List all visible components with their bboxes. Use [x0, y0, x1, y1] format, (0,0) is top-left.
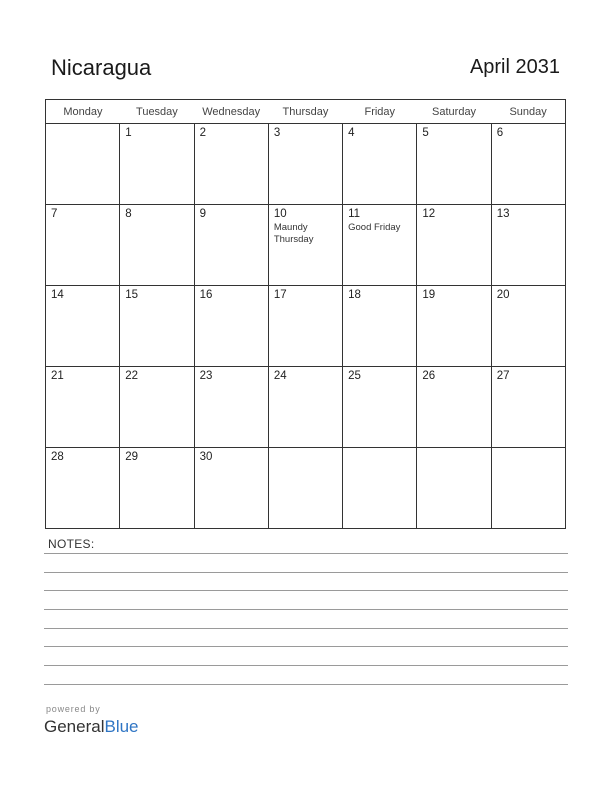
day-number: 8 [125, 208, 132, 220]
holiday-label: Maundy Thursday [273, 222, 314, 245]
calendar-day-cell [194, 124, 268, 205]
note-line [44, 590, 568, 591]
calendar-day-cell [268, 124, 342, 205]
calendar-day-cell [120, 367, 194, 448]
day-number: 27 [496, 370, 510, 382]
calendar-week-row [46, 448, 566, 529]
calendar-day-cell [194, 367, 268, 448]
calendar-day-cell [268, 367, 342, 448]
calendar-grid [45, 99, 566, 529]
calendar-day-cell [194, 448, 268, 529]
calendar-day-cell [46, 205, 120, 286]
holiday-label: Good Friday [348, 222, 401, 233]
day-number: 25 [348, 370, 361, 382]
brand-blue: Blue [104, 717, 139, 736]
day-number: 16 [199, 289, 213, 301]
calendar-week-row [46, 205, 566, 286]
calendar-week-row [46, 124, 566, 205]
calendar-day-cell [417, 367, 491, 448]
calendar-body [46, 124, 566, 529]
day-number: 2 [199, 127, 206, 139]
day-number: 30 [199, 451, 213, 463]
calendar-day-cell [417, 448, 491, 529]
day-number: 19 [422, 289, 436, 301]
calendar-day-cell [120, 286, 194, 367]
note-line [44, 665, 568, 666]
weekday-header: Friday [343, 100, 417, 124]
weekday-header: Thursday [268, 100, 342, 124]
powered-by-text: powered by [46, 704, 101, 714]
calendar-day-cell [343, 448, 417, 529]
day-number: 7 [51, 208, 58, 220]
calendar-day-cell [417, 124, 491, 205]
weekday-header: Sunday [491, 100, 565, 124]
calendar-week-row [46, 367, 566, 448]
calendar-day-cell [268, 205, 342, 286]
calendar-day-cell [120, 124, 194, 205]
note-line [44, 553, 568, 554]
day-number: 3 [273, 127, 281, 139]
weekday-header: Wednesday [194, 100, 268, 124]
country-title: Nicaragua [51, 55, 152, 80]
notes-label: NOTES: [48, 537, 95, 551]
calendar-day-cell [120, 205, 194, 286]
day-number: 10 [273, 208, 287, 220]
day-number: 6 [496, 127, 504, 139]
month-title: April 2031 [469, 56, 560, 78]
calendar-day-cell [46, 367, 120, 448]
brand-logo[interactable] [44, 717, 139, 737]
calendar-day-cell [268, 448, 342, 529]
day-number: 13 [496, 208, 510, 220]
note-line [44, 628, 568, 629]
day-number: 29 [125, 451, 139, 463]
day-number: 20 [496, 289, 510, 301]
day-number: 15 [125, 289, 139, 301]
calendar-week-row [46, 286, 566, 367]
calendar-day-cell [491, 124, 565, 205]
day-number: 12 [422, 208, 436, 220]
calendar-day-cell [343, 367, 417, 448]
calendar-day-cell [120, 448, 194, 529]
calendar-day-cell [46, 286, 120, 367]
day-number: 22 [125, 370, 139, 382]
weekday-header: Tuesday [120, 100, 194, 124]
note-line [44, 646, 568, 647]
day-number: 23 [199, 370, 213, 382]
calendar-day-cell [343, 205, 417, 286]
note-line [44, 684, 568, 685]
calendar-day-cell [194, 286, 268, 367]
note-line [44, 572, 568, 573]
calendar-day-cell [46, 448, 120, 529]
calendar-day-cell [343, 124, 417, 205]
calendar-day-cell [417, 205, 491, 286]
day-number: 17 [273, 289, 287, 301]
calendar-day-cell [491, 286, 565, 367]
weekday-header: Monday [46, 100, 120, 124]
day-number: 14 [51, 289, 64, 301]
calendar-day-cell [268, 286, 342, 367]
day-number: 11 [348, 208, 361, 220]
calendar-day-cell [343, 286, 417, 367]
day-number: 4 [348, 127, 355, 139]
calendar-day-cell [417, 286, 491, 367]
note-line [44, 609, 568, 610]
weekday-header-row [46, 100, 566, 124]
day-number: 1 [125, 127, 132, 139]
weekday-header: Saturday [417, 100, 491, 124]
calendar-day-cell [491, 448, 565, 529]
calendar-day-cell [46, 124, 120, 205]
calendar-day-cell [491, 205, 565, 286]
brand-general: General [44, 717, 105, 736]
day-number: 26 [422, 370, 436, 382]
day-number: 28 [51, 451, 64, 463]
day-number: 21 [51, 370, 64, 382]
day-number: 24 [273, 370, 287, 382]
calendar-day-cell [194, 205, 268, 286]
day-number: 18 [348, 289, 361, 301]
day-number: 9 [199, 208, 206, 220]
calendar-day-cell [491, 367, 565, 448]
day-number: 5 [422, 127, 429, 139]
